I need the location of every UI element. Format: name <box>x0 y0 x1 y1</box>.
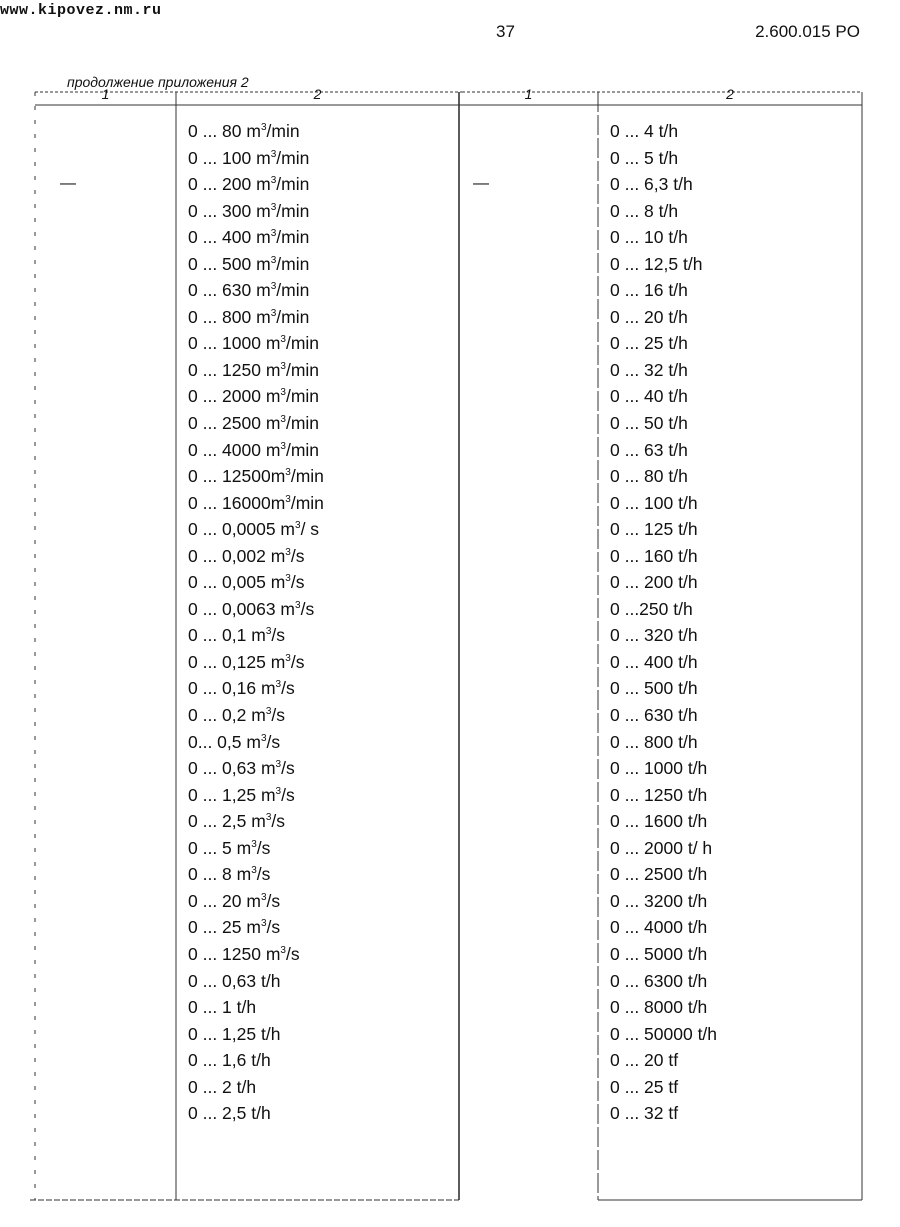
right-value-row: 0 ... 500 t/h <box>610 678 698 699</box>
right-values-column <box>610 118 717 1127</box>
left-value-row: 0 ... 0,16 $m^3/s$ <box>188 678 295 699</box>
right-value-row: 0 ...250 t/h <box>610 598 693 619</box>
right-value-row: 0 ... 320 t/h <box>610 625 698 646</box>
right-value-row: 0 ... 16 t/h <box>610 280 688 301</box>
left-value-row: 0 ... 1 t/h <box>188 997 257 1018</box>
left-value-row: 0 ... 80 $m^3/\min$ <box>188 121 300 141</box>
left-value-row: 0 ... 1,6 t/h <box>188 1050 271 1071</box>
left-value-row: 0 ... 0,0063 $m^3/s$ <box>188 598 315 619</box>
right-value-row: 0 ... 25 t/h <box>610 333 688 354</box>
right-value-row: 0 ... 160 t/h <box>610 545 698 566</box>
left-value-row: 0 ... 2 t/h <box>188 1076 257 1097</box>
left-dash: — <box>60 175 76 192</box>
left-value-row: 0 ... 2,5 t/h <box>188 1103 271 1124</box>
left-value-row: 0 ... 1,25 t/h <box>188 1023 281 1044</box>
left-value-row: 0 ... 400 $m^3/\min$ <box>188 227 310 248</box>
left-value-row: 0 ... 500 $m^3/\min$ <box>188 253 310 274</box>
left-value-row: 0 ... 630 $m^3/\min$ <box>188 280 310 301</box>
left-value-row: 0 ... 1000 $m^3/\min$ <box>188 333 320 354</box>
right-value-row: 0 ... 3200 t/h <box>610 890 708 911</box>
left-value-row: 0 ... 4000 $m^3/\min$ <box>188 439 320 460</box>
left-value-row: 0 ... 8 $m^3/s$ <box>188 864 271 885</box>
left-value-row: 0 ... 0,002 $m^3/s$ <box>188 545 305 566</box>
right-value-row: 0 ... 100 t/h <box>610 492 698 513</box>
left-value-row: 0 ... 200 $m^3/\min$ <box>188 174 310 195</box>
right-value-row: 0 ... 12,5 t/h <box>610 253 703 274</box>
right-value-row: 0 ... 50000 t/h <box>610 1023 718 1044</box>
left-value-row: 0 ... 20 $m^3/s$ <box>188 890 281 911</box>
left-value-row: 0 ... 2,5 $m^3/s$ <box>188 811 285 832</box>
left-value-row: 0 ... 0,005 $m^3/s$ <box>188 572 305 593</box>
left-value-row: 0 ... 0,2 $m^3/s$ <box>188 705 285 726</box>
left-value-row: 0 ... 0,0005 $m^3/$ s <box>188 519 320 540</box>
left-value-row: 0 ... 5 $m^3/s$ <box>188 837 271 858</box>
right-value-row: 0 ... 630 t/h <box>610 705 698 726</box>
right-value-row: 0 ... 32 t/h <box>610 359 688 380</box>
site-url: www.kipovez.nm.ru <box>0 2 162 19</box>
right-value-row: 0 ... 1000 t/h <box>610 758 708 779</box>
right-value-row: 0 ... 10 t/h <box>610 227 688 248</box>
right-value-row: 0 ... 40 t/h <box>610 386 688 407</box>
left-value-row: 0 ... 0,63 t/h <box>188 970 281 991</box>
left-value-row: 0 ... 0,63 $m^3/s$ <box>188 758 295 779</box>
left-value-row: 0 ... $12500m^3/\min$ <box>188 466 324 487</box>
column-header-4: 2 <box>726 86 734 102</box>
left-value-row: 0 ... 0,1 $m^3/s$ <box>188 625 285 646</box>
right-value-row: 0 ... 5000 t/h <box>610 943 708 964</box>
right-value-row: 0 ... 2500 t/h <box>610 864 708 885</box>
right-value-row: 0 ... 80 t/h <box>610 466 688 487</box>
right-value-row: 0 ... 25 tf <box>610 1076 679 1097</box>
left-value-row: 0 ... 2500 $m^3/\min$ <box>188 413 320 434</box>
left-value-row: 0 ... 300 $m^3/\min$ <box>188 200 310 221</box>
right-value-row: 0 ... 32 tf <box>610 1103 679 1124</box>
right-value-row: 0 ... 63 t/h <box>610 439 688 460</box>
right-value-row: 0 ... 8 t/h <box>610 200 679 221</box>
column-header-1: 1 <box>101 86 110 102</box>
right-value-row: 0 ... 1250 t/h <box>610 784 708 805</box>
left-value-row: 0 ... 1250 $m^3/s$ <box>188 943 300 964</box>
right-value-row: 0 ... 4 t/h <box>610 121 679 141</box>
page-number: 37 <box>496 22 515 41</box>
right-value-row: 0 ... 400 t/h <box>610 651 698 672</box>
right-value-row: 0 ... 5 t/h <box>610 147 679 168</box>
left-value-row: 0 ... 1,25 $m^3/s$ <box>188 784 295 805</box>
left-value-row: 0 ... 100 $m^3/\min$ <box>188 147 310 168</box>
right-value-row: 0 ... 200 t/h <box>610 572 698 593</box>
continuation-note: продолжение приложения 2 <box>67 74 249 90</box>
right-value-row: 0 ... 8000 t/h <box>610 997 708 1018</box>
right-dash: — <box>473 175 489 192</box>
left-values-column <box>188 118 324 1127</box>
right-value-row: 0 ... 4000 t/h <box>610 917 708 938</box>
left-value-row: 0 ... 800 $m^3/\min$ <box>188 306 310 327</box>
right-value-row: 0 ... 125 t/h <box>610 519 698 540</box>
document-code: 2.600.015 PO <box>755 22 860 41</box>
left-value-row: 0 ... 2000 $m^3/\min$ <box>188 386 320 407</box>
left-value-row: 0... 0,5 $m^3/s$ <box>188 731 281 752</box>
right-value-row: 0 ... 50 t/h <box>610 413 688 434</box>
right-value-row: 0 ... 6300 t/h <box>610 970 708 991</box>
right-value-row: 0 ... 2000 t/ h <box>610 837 713 858</box>
left-value-row: 0 ... 25 $m^3/s$ <box>188 917 281 938</box>
right-value-row: 0 ... 20 t/h <box>610 306 688 327</box>
right-value-row: 0 ... 1600 t/h <box>610 811 708 832</box>
left-value-row: 0 ... 0,125 $m^3/s$ <box>188 651 305 672</box>
right-value-row: 0 ... 800 t/h <box>610 731 698 752</box>
right-value-row: 0 ... 20 tf <box>610 1050 679 1071</box>
column-header-3: 1 <box>524 86 533 102</box>
right-value-row: 0 ... 6,3 t/h <box>610 174 693 195</box>
left-value-row: 0 ... 1250 $m^3/\min$ <box>188 359 320 380</box>
left-value-row: 0 ... $16000m^3/\min$ <box>188 492 324 513</box>
column-header-2: 2 <box>313 86 322 102</box>
